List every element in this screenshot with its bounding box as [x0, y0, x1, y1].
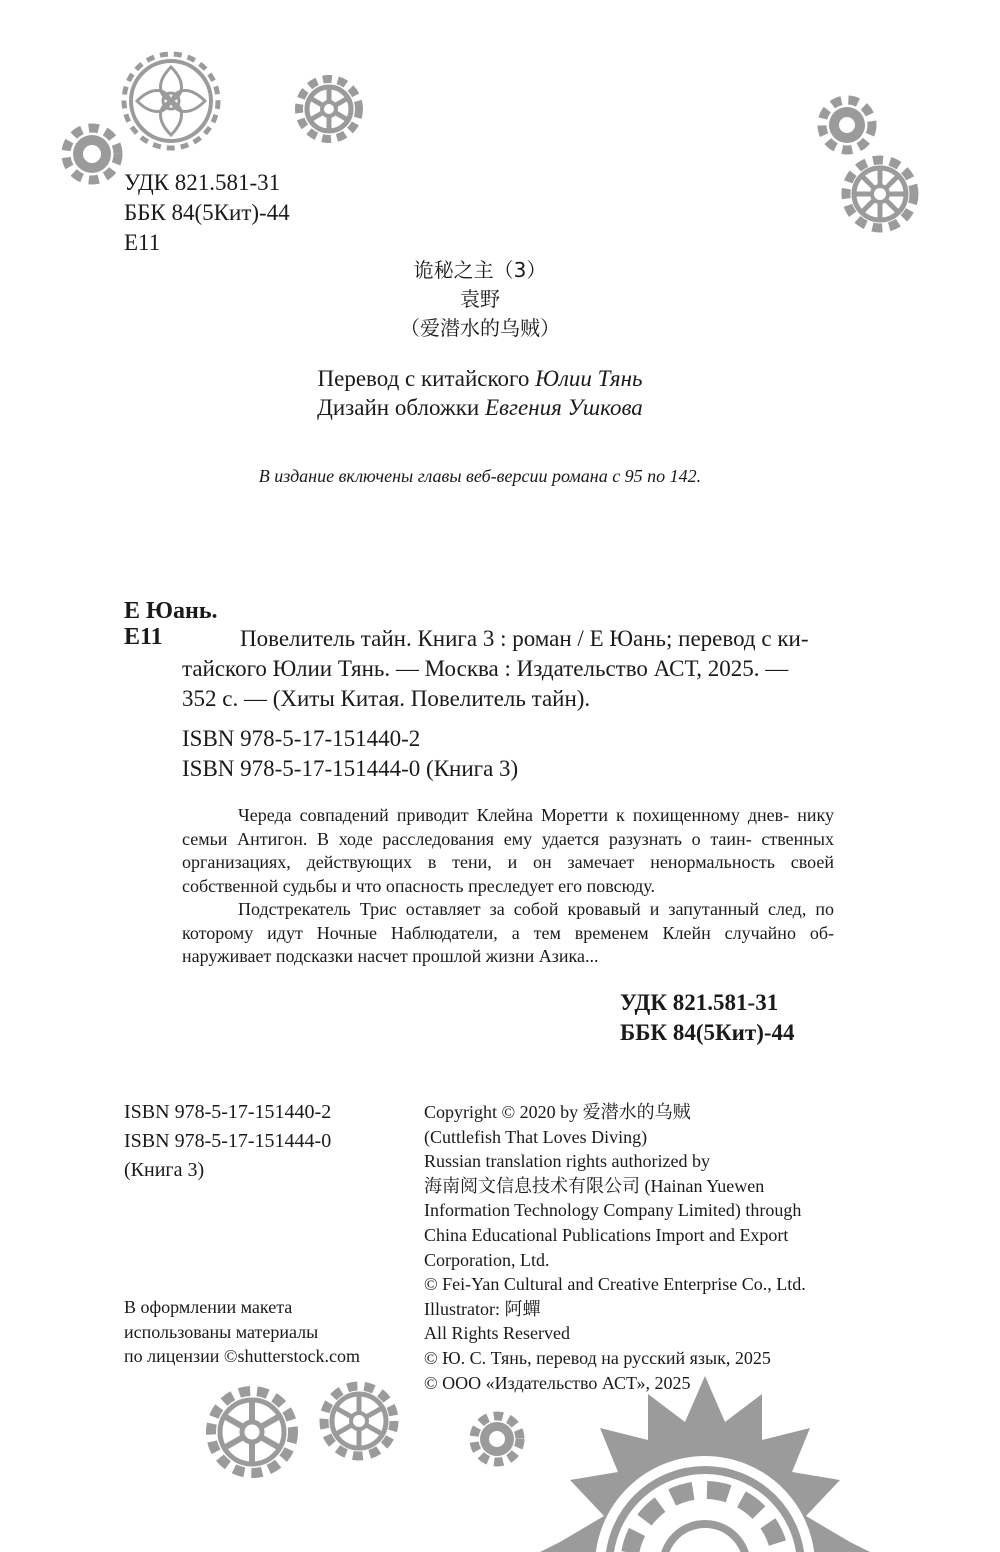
- edition-note: В издание включены главы веб-версии романа с 95 по 142.: [258, 466, 702, 486]
- license-note: [124, 1295, 360, 1369]
- copyright-line: © Ю. С. Тянь, перевод на русский язык, 2025: [424, 1347, 771, 1368]
- large-gear-icon: [540, 1376, 870, 1552]
- license-line: В оформлении макета: [124, 1297, 293, 1317]
- abstract-line: Подстрекатель Трис оставляет за собой кровавый и запутанный след,: [238, 899, 807, 919]
- abstract-line: ственных организациях, действующих в тени, и он замечает ненормальность: [182, 828, 834, 872]
- spoked-gear-icon: [318, 1380, 400, 1462]
- catalog-code: Е11: [124, 624, 163, 650]
- copyright-block: [424, 1100, 844, 1395]
- catalog-line: Повелитель тайн. Книга 3 : роман / Е Юань; перевод с ки-: [240, 626, 809, 651]
- chinese-title-line: 诡秘之主（3）: [413, 258, 547, 282]
- abstract-line: наруживает подсказки насчет прошлой жизни Азика...: [182, 946, 599, 966]
- translation-label: Перевод с китайского: [317, 366, 530, 391]
- translation-credit: [0, 364, 960, 393]
- copyright-line: All Rights Reserved: [424, 1323, 570, 1344]
- abstract-line: Череда совпадений приводит Клейна Моретти к похищенному днев-: [238, 805, 790, 825]
- copyright-line: © ООО «Издательство АСТ», 2025: [424, 1372, 691, 1393]
- abstract-paragraph: [182, 804, 834, 898]
- copyright-line: China Educational Publications Import and Export: [424, 1224, 789, 1245]
- designer-name: Евгения Ушкова: [485, 395, 643, 420]
- chinese-title: [0, 256, 960, 343]
- udk-code: УДК 821.581-31: [620, 990, 779, 1015]
- copyright-line: Information Technology Company Limited) through: [424, 1200, 802, 1221]
- udk-block-top: [124, 168, 290, 258]
- gear-icon: [468, 1410, 526, 1468]
- isbn-line: ISBN 978-5-17-151440-2: [124, 1101, 332, 1123]
- license-line: использованы материалы: [124, 1321, 319, 1342]
- isbn-line: ISBN 978-5-17-151444-0 (Книга 3): [182, 756, 519, 781]
- abstract: [182, 804, 834, 969]
- copyright-line: (Cuttlefish That Loves Diving): [424, 1126, 648, 1147]
- author-code: Е11: [124, 230, 161, 255]
- abstract-paragraph: [182, 898, 834, 969]
- ornate-gear-icon: [118, 48, 224, 154]
- spoked-gear-icon: [840, 154, 920, 234]
- udk-code: УДК 821.581-31: [124, 170, 281, 195]
- catalog-description: [182, 624, 838, 714]
- bbk-code: ББК 84(5Кит)-44: [620, 1020, 795, 1045]
- copyright-line: © Fei-Yan Cultural and Creative Enterprise Co., Ltd.: [424, 1274, 806, 1295]
- isbn-block: [124, 1098, 331, 1185]
- translator-name: Юлии Тянь: [535, 366, 643, 391]
- copyright-line: Corporation, Ltd.: [424, 1249, 550, 1270]
- copyright-line: Russian translation rights authorized by: [424, 1151, 710, 1172]
- isbn-line: ISBN 978-5-17-151440-2: [182, 726, 421, 751]
- abstract-line: по которому идут Ночные Наблюдатели, а тем временем Клейн случайно об-: [182, 899, 835, 943]
- abstract-line: своей собственной судьбы и что опасность преследует его повсюду.: [182, 852, 834, 896]
- gear-icon: [816, 94, 878, 156]
- udk-block-bottom: [620, 988, 795, 1048]
- catalog-line: тайского Юлии Тянь. — Москва : Издательство АСТ, 2025. —: [182, 656, 789, 681]
- chinese-author-line: 袁野: [460, 287, 500, 311]
- catalog-isbn: [182, 724, 518, 784]
- isbn-line: (Книга 3): [124, 1159, 205, 1181]
- spoked-gear-icon: [294, 74, 364, 144]
- isbn-line: ISBN 978-5-17-151444-0: [124, 1130, 332, 1152]
- license-line: по лицензии ©shutterstock.com: [124, 1346, 361, 1366]
- catalog-author: Е Юань.: [124, 598, 218, 624]
- abstract-line: нику семьи Антигон. В ходе расследования ему удается разузнать о таин-: [182, 805, 835, 849]
- chinese-pen-name-line: （爱潜水的乌贼）: [400, 316, 560, 340]
- catalog-line: 352 с. — (Хиты Китая. Повелитель тайн).: [182, 686, 591, 711]
- credits: [0, 364, 960, 422]
- design-label: Дизайн обложки: [317, 395, 480, 420]
- gear-icon: [60, 122, 124, 186]
- spoked-gear-icon: [204, 1384, 300, 1480]
- copyright-line: Illustrator: 阿蟬: [424, 1298, 541, 1319]
- copyright-line: 海南阅文信息技术有限公司 (Hainan Yuewen: [424, 1175, 765, 1196]
- bbk-code: ББК 84(5Кит)-44: [124, 200, 290, 225]
- copyright-line: Copyright © 2020 by 爱潜水的乌贼: [424, 1102, 691, 1122]
- design-credit: [0, 393, 960, 422]
